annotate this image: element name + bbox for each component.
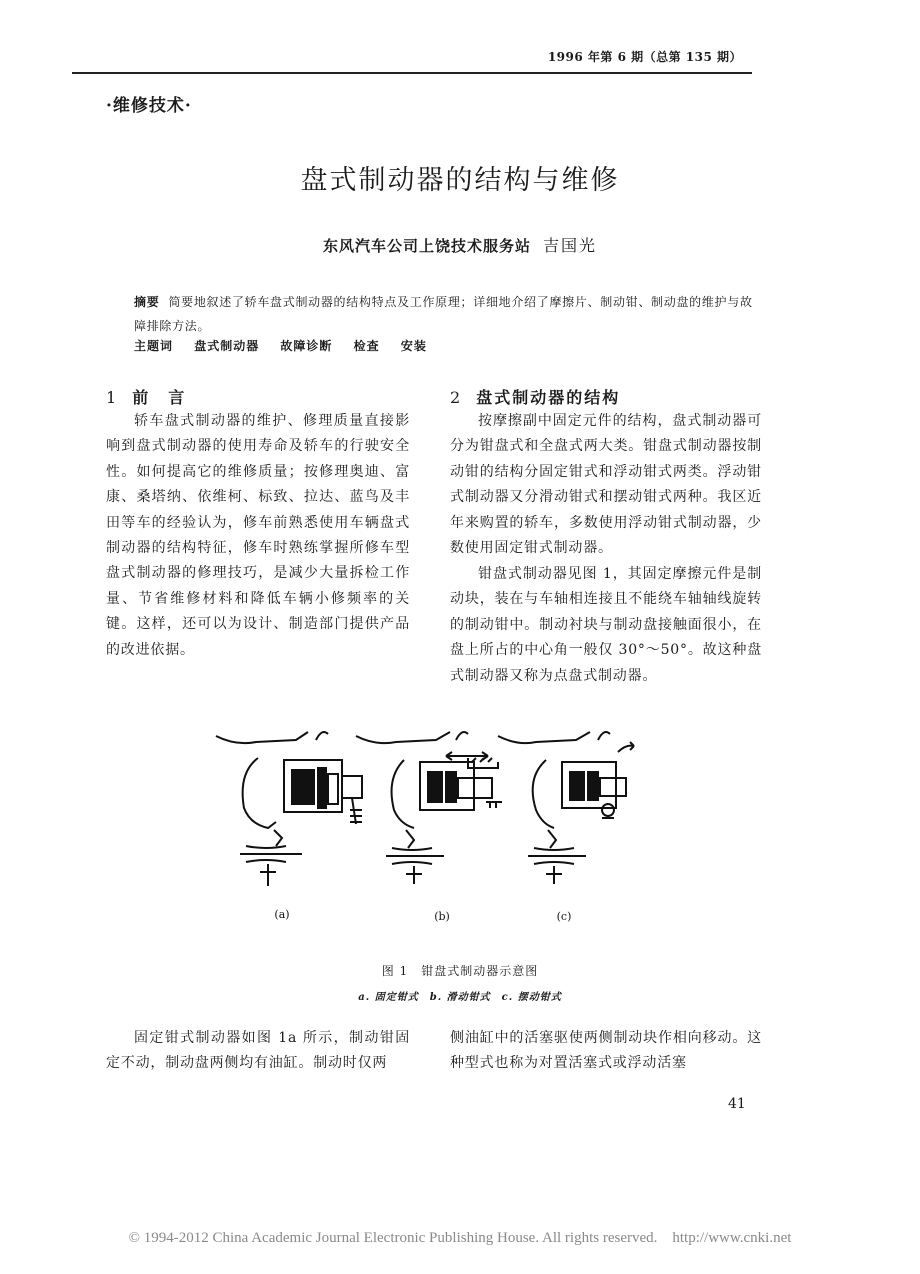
section2-number: 2 [450,388,463,407]
section1-heading [106,385,410,408]
keyword: 故障诊断 [280,339,333,353]
abstract-label: 摘要 [134,295,160,309]
section1-number: 1 [106,388,119,407]
keyword: 检查 [353,339,380,353]
section2-heading [450,385,762,408]
keyword: 盘式制动器 [194,339,260,353]
figure-subcaption: a. 固定钳式 b. 滑动钳式 c. 摆动钳式 [358,992,562,1003]
bottom-left-paragraph: 固定钳式制动器如图 1a 所示，制动钳固定不动，制动盘两侧均有油缸。制动时仅两 [106,1030,410,1072]
figure-unit-b [356,732,502,884]
author-name: 吉国光 [543,236,598,255]
article-title: 盘式制动器的结构与维修 [300,165,620,196]
author-affiliation: 东风汽车公司上饶技术服务站 [322,237,531,255]
figure-label-b: (b) [434,910,450,923]
section2-paragraph1: 按摩擦副中固定元件的结构，盘式制动器可分为钳盘式和全盘式两大类。钳盘式制动器按制动钳的结构分固定钳式和浮动钳式两类。浮动钳式制动器又分滑动钳式和摆动钳式两种。我区近年来购置的轿车，多数使用浮动钳式制动器，少数使用固定钳式制动器。 [450,413,762,557]
author-line [0,233,920,256]
section1-title: 前 言 [132,388,187,407]
page-number: 41 [728,1096,746,1112]
copyright-footer: © 1994-2012 China Academic Journal Electronic Publishing House. All rights reserved. http://www.cnki.net [128,1230,792,1246]
header-rule [72,72,752,74]
figure-unit-c [498,732,634,884]
abstract-text: 简要地叙述了轿车盘式制动器的结构特点及工作原理；详细地介绍了摩擦片、制动钳、制动盘的维护与故障排除方法。 [134,295,753,333]
keywords [134,337,443,354]
figure-unit-a [216,732,362,886]
abstract [134,290,754,338]
keywords-label: 主题词 [134,339,174,353]
figure-caption: 图 1 钳盘式制动器示意图 [381,964,539,978]
section-tag: ·维修技术· [106,96,192,116]
figure-label-a: (a) [274,908,290,921]
issue-header: 1996 年第 6 期（总第 135 期） [547,50,742,64]
brake-caliper-figure [206,718,726,958]
section2-paragraph2: 钳盘式制动器见图 1，其固定摩擦元件是制动块，装在与车轴相连接且不能绕车轴轴线旋转的制动钳中。制动衬块与制动盘接触面很小，在盘上所占的中心角一般仅 30°～50°。故这种盘式制动器又称为点盘式制动器。 [450,566,762,684]
keyword: 安装 [400,339,427,353]
bottom-right-paragraph: 侧油缸中的活塞驱使两侧制动块作相向移动。这种型式也称为对置活塞式或浮动活塞 [450,1030,762,1072]
figure-label-c: (c) [556,910,572,923]
section2-title: 盘式制动器的结构 [476,388,621,407]
section1-paragraph: 轿车盘式制动器的维护、修理质量直接影响到盘式制动器的使用寿命及轿车的行驶安全性。如何提高它的维修质量；按修理奥迪、富康、桑塔纳、依维柯、标致、拉达、蓝鸟及丰田等车的经验认为，修车前熟悉使用车辆盘式制动器的结构特征，修车时熟练掌握所修车型盘式制动器的修理技巧，是减少大量拆检工作量、节省维修材料和降低车辆小修频率的关键。这样，还可以为设计、制造部门提供产品的改进依据。 [106,413,410,658]
